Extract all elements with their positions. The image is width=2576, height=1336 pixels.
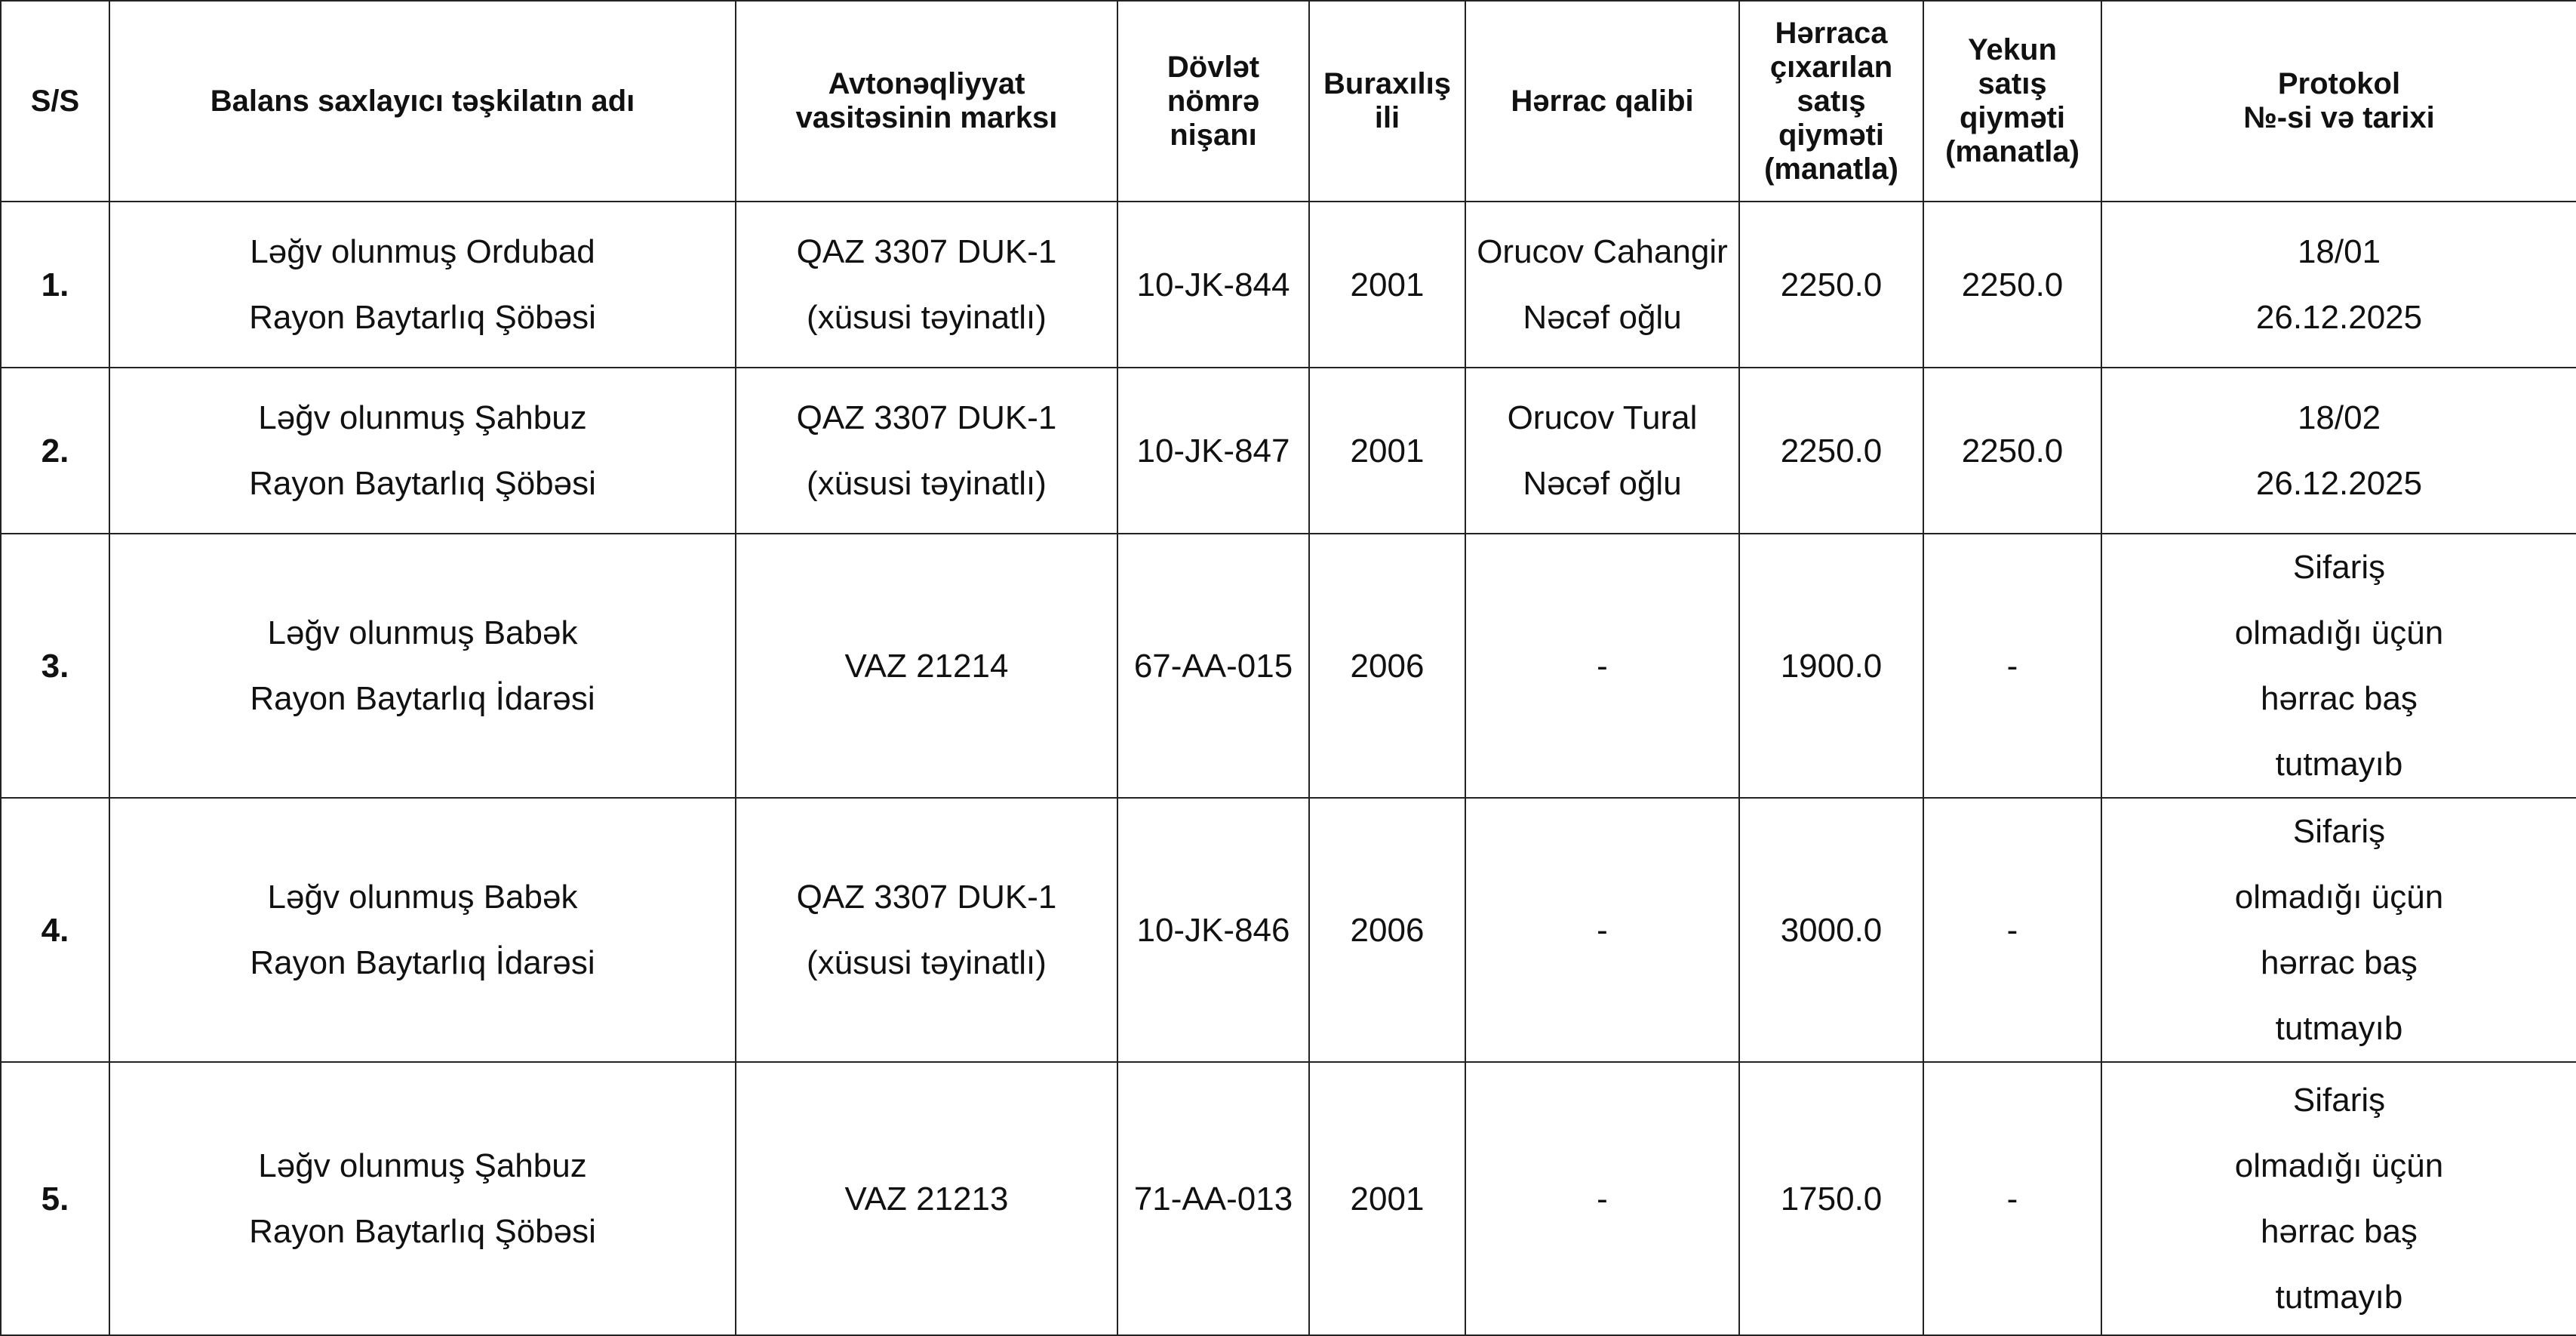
- cell-winner: -: [1465, 798, 1739, 1062]
- cell-winner: Orucov Cahangir Nəcəf oğlu: [1465, 202, 1739, 368]
- table-row: [1, 534, 2576, 798]
- cell-start-price: 1750.0: [1739, 1062, 1923, 1335]
- cell-year: 2001: [1309, 368, 1465, 534]
- cell-ss: 2.: [1, 368, 109, 534]
- cell-vehicle: VAZ 21214: [736, 534, 1117, 798]
- cell-plate: 10-JK-846: [1117, 798, 1309, 1062]
- header-organization: Balans saxlayıcı təşkilatın adı: [109, 1, 736, 202]
- cell-year: 2006: [1309, 534, 1465, 798]
- cell-vehicle: QAZ 3307 DUK-1 (xüsusi təyinatlı): [736, 202, 1117, 368]
- cell-year: 2006: [1309, 798, 1465, 1062]
- table-row: [1, 368, 2576, 534]
- header-start-price: Hərraca çıxarılan satış qiyməti (manatla): [1739, 1, 1923, 202]
- cell-organization: Ləğv olunmuş Şahbuz Rayon Baytarlıq Şöbəsi: [109, 1062, 736, 1335]
- cell-winner: -: [1465, 1062, 1739, 1335]
- cell-vehicle: QAZ 3307 DUK-1 (xüsusi təyinatlı): [736, 798, 1117, 1062]
- cell-organization: Ləğv olunmuş Babək Rayon Baytarlıq İdarəsi: [109, 798, 736, 1062]
- header-vehicle-brand: Avtonəqliyyat vasitəsinin marksı: [736, 1, 1117, 202]
- header-protocol: Protokol №-si və tarixi: [2101, 1, 2576, 202]
- table-row: [1, 798, 2576, 1062]
- cell-start-price: 3000.0: [1739, 798, 1923, 1062]
- cell-organization: Ləğv olunmuş Şahbuz Rayon Baytarlıq Şöbəsi: [109, 368, 736, 534]
- header-auction-winner: Hərrac qalibi: [1465, 1, 1739, 202]
- cell-winner: Orucov Tural Nəcəf oğlu: [1465, 368, 1739, 534]
- cell-ss: 4.: [1, 798, 109, 1062]
- cell-protocol: Sifariş olmadığı üçün hərrac baş tutmayıb: [2101, 534, 2576, 798]
- cell-start-price: 2250.0: [1739, 368, 1923, 534]
- cell-plate: 67-AA-015: [1117, 534, 1309, 798]
- cell-ss: 3.: [1, 534, 109, 798]
- cell-ss: 1.: [1, 202, 109, 368]
- header-state-plate: Dövlət nömrə nişanı: [1117, 1, 1309, 202]
- cell-plate: 71-AA-013: [1117, 1062, 1309, 1335]
- cell-protocol: Sifariş olmadığı üçün hərrac baş tutmayıb: [2101, 798, 2576, 1062]
- cell-final-price: 2250.0: [1923, 202, 2101, 368]
- cell-final-price: -: [1923, 798, 2101, 1062]
- cell-ss: 5.: [1, 1062, 109, 1335]
- cell-protocol: 18/02 26.12.2025: [2101, 368, 2576, 534]
- cell-year: 2001: [1309, 202, 1465, 368]
- header-production-year: Buraxılış ili: [1309, 1, 1465, 202]
- cell-final-price: -: [1923, 534, 2101, 798]
- cell-year: 2001: [1309, 1062, 1465, 1335]
- cell-plate: 10-JK-847: [1117, 368, 1309, 534]
- cell-vehicle: QAZ 3307 DUK-1 (xüsusi təyinatlı): [736, 368, 1117, 534]
- header-final-price: Yekun satış qiyməti (manatla): [1923, 1, 2101, 202]
- cell-protocol: Sifariş olmadığı üçün hərrac baş tutmayıb: [2101, 1062, 2576, 1335]
- table-row: [1, 1062, 2576, 1335]
- header-row: [1, 1, 2576, 202]
- cell-final-price: -: [1923, 1062, 2101, 1335]
- cell-start-price: 1900.0: [1739, 534, 1923, 798]
- cell-start-price: 2250.0: [1739, 202, 1923, 368]
- cell-plate: 10-JK-844: [1117, 202, 1309, 368]
- cell-final-price: 2250.0: [1923, 368, 2101, 534]
- cell-organization: Ləğv olunmuş Babək Rayon Baytarlıq İdarəsi: [109, 534, 736, 798]
- cell-vehicle: VAZ 21213: [736, 1062, 1117, 1335]
- cell-protocol: 18/01 26.12.2025: [2101, 202, 2576, 368]
- cell-winner: -: [1465, 534, 1739, 798]
- cell-organization: Ləğv olunmuş Ordubad Rayon Baytarlıq Şöbəsi: [109, 202, 736, 368]
- table-row: [1, 202, 2576, 368]
- header-ss: S/S: [1, 1, 109, 202]
